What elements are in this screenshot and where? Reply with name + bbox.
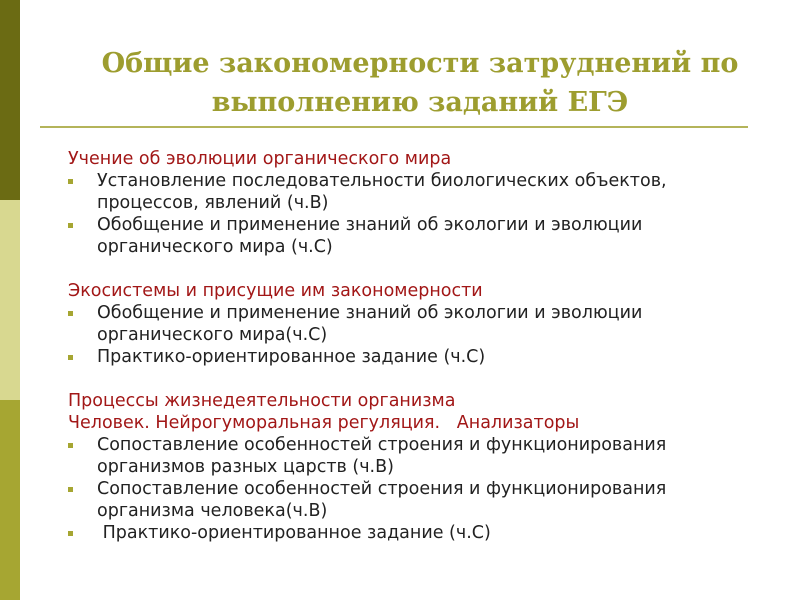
square-bullet-icon [68,531,73,536]
title-divider [40,126,748,128]
list-item-text: Установление последовательности биологических объектов, процессов, явлений (ч.В) [97,171,667,213]
section-evolution [68,148,768,258]
list-item [68,302,768,346]
square-bullet-icon [68,179,73,184]
list-item-text: Практико-ориентированное задание (ч.С) [97,523,491,543]
section-heading: Процессы жизнедеятельности организма [68,391,456,411]
section-spacer [68,258,768,280]
list-item [68,434,768,478]
side-bar-segment-bottom [0,400,20,600]
side-bar-segment-top [0,0,20,200]
slide-title [40,44,800,122]
list-item-text: Сопоставление особенностей строения и функционирования организма человека(ч.В) [97,479,667,521]
decorative-side-bar [0,0,20,600]
square-bullet-icon [68,355,73,360]
list-item [68,214,768,258]
section-life-processes [68,390,768,544]
list-item-text: Практико-ориентированное задание (ч.С) [97,347,486,367]
square-bullet-icon [68,487,73,492]
square-bullet-icon [68,443,73,448]
section-ecosystems [68,280,768,368]
slide-title-line-2: выполнению заданий ЕГЭ [211,87,629,118]
list-item-text: Обобщение и применение знаний об экологии и эволюции органического мира(ч.С) [97,303,643,345]
list-item-text: Сопоставление особенностей строения и функционирования организмов разных царств (ч.В) [97,435,667,477]
section-heading: Экосистемы и присущие им закономерности [68,281,483,301]
square-bullet-icon [68,223,73,228]
list-item-text: Обобщение и применение знаний об экологии и эволюции органического мира (ч.С) [97,215,643,257]
slide-title-line-1: Общие закономерности затруднений по [101,48,739,79]
side-bar-segment-middle [0,200,20,400]
list-item [68,170,768,214]
section-spacer [68,368,768,390]
square-bullet-icon [68,311,73,316]
section-heading: Учение об эволюции органического мира [68,149,452,169]
slide-content [68,148,768,544]
list-item [68,478,768,522]
section-subheading: Человек. Нейрогуморальная регуляция. Анализаторы [68,413,580,433]
list-item [68,346,768,368]
list-item [68,522,768,544]
